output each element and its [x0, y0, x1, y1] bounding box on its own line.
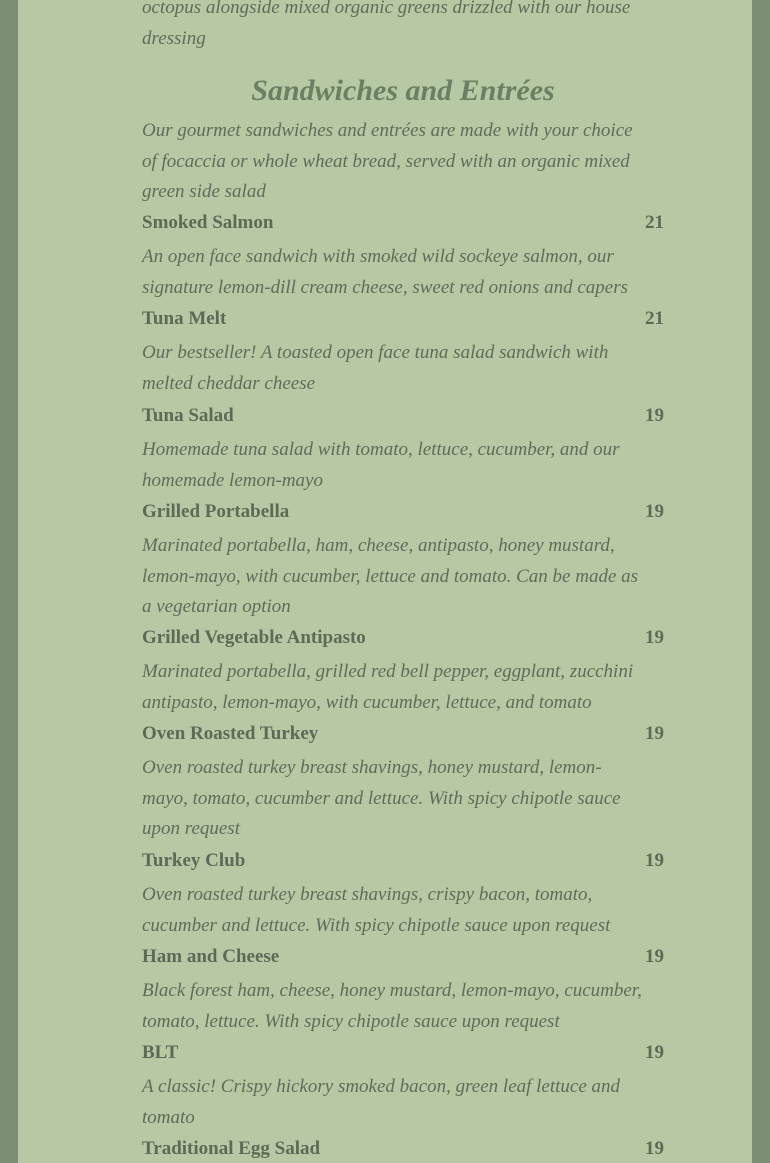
item-description: Our bestseller! A toasted open face tuna salad sandwich with melted cheddar cheese	[142, 342, 609, 394]
item-price: 21	[645, 308, 664, 329]
item-description: Marinated portabella, grilled red bell pepper, eggplant, zucchini antipasto, lemon-mayo, with cucumber, lettuce, and tomato	[142, 661, 634, 713]
menu-item	[142, 850, 664, 941]
menu-item	[142, 1138, 664, 1163]
previous-item-description: octopus alongside mixed organic greens drizzled with our house dressing	[142, 0, 631, 49]
menu-item	[142, 501, 664, 623]
item-name: Grilled Vegetable Antipasto	[142, 627, 366, 648]
item-price: 19	[645, 723, 664, 744]
item-name: Smoked Salmon	[142, 212, 274, 233]
item-name: Tuna Melt	[142, 308, 227, 329]
item-name: Turkey Club	[142, 850, 246, 871]
item-price: 19	[645, 627, 664, 648]
section-intro: Our gourmet sandwiches and entrées are made with your choice of focaccia or whole wheat bread, served with an organic mixed green side salad	[142, 120, 633, 202]
item-price: 19	[645, 1138, 664, 1159]
item-price: 19	[645, 405, 664, 426]
item-description: Oven roasted turkey breast shavings, honey mustard, lemon-mayo, tomato, cucumber and lettuce. With spicy chipotle sauce upon request	[142, 757, 621, 839]
menu-item	[142, 405, 664, 496]
menu-panel	[18, 0, 752, 1163]
item-description: Black forest ham, cheese, honey mustard, lemon-mayo, cucumber, tomato, lettuce. With spicy chipotle sauce upon request	[142, 980, 642, 1032]
item-price: 19	[645, 946, 664, 967]
menu-item	[142, 212, 664, 303]
menu-item	[142, 627, 664, 718]
item-description: An open face sandwich with smoked wild sockeye salmon, our signature lemon-dill cream cheese, sweet red onions and capers	[142, 246, 628, 298]
menu-item	[142, 1042, 664, 1133]
menu-item	[142, 946, 664, 1037]
menu-item	[142, 308, 664, 399]
item-description: Marinated portabella, ham, cheese, antipasto, honey mustard, lemon-mayo, with cucumber, lettuce and tomato. Can be made as a vegetarian option	[142, 535, 639, 617]
item-price: 19	[645, 501, 664, 522]
item-name: BLT	[142, 1042, 179, 1063]
item-name: Ham and Cheese	[142, 946, 280, 967]
menu-item	[142, 723, 664, 845]
item-name: Grilled Portabella	[142, 501, 290, 522]
item-price: 19	[645, 1042, 664, 1063]
item-name: Oven Roasted Turkey	[142, 723, 319, 744]
item-price: 21	[645, 212, 664, 233]
item-description: Homemade tuna salad with tomato, lettuce, cucumber, and our homemade lemon-mayo	[142, 439, 620, 491]
item-name: Traditional Egg Salad	[142, 1138, 321, 1159]
item-description: A classic! Crispy hickory smoked bacon, green leaf lettuce and tomato	[142, 1076, 621, 1128]
item-description: Oven roasted turkey breast shavings, crispy bacon, tomato, cucumber and lettuce. With spicy chipotle sauce upon request	[142, 884, 611, 936]
section-title: Sandwiches and Entrées	[251, 74, 555, 107]
item-name: Tuna Salad	[142, 405, 234, 426]
item-price: 19	[645, 850, 664, 871]
